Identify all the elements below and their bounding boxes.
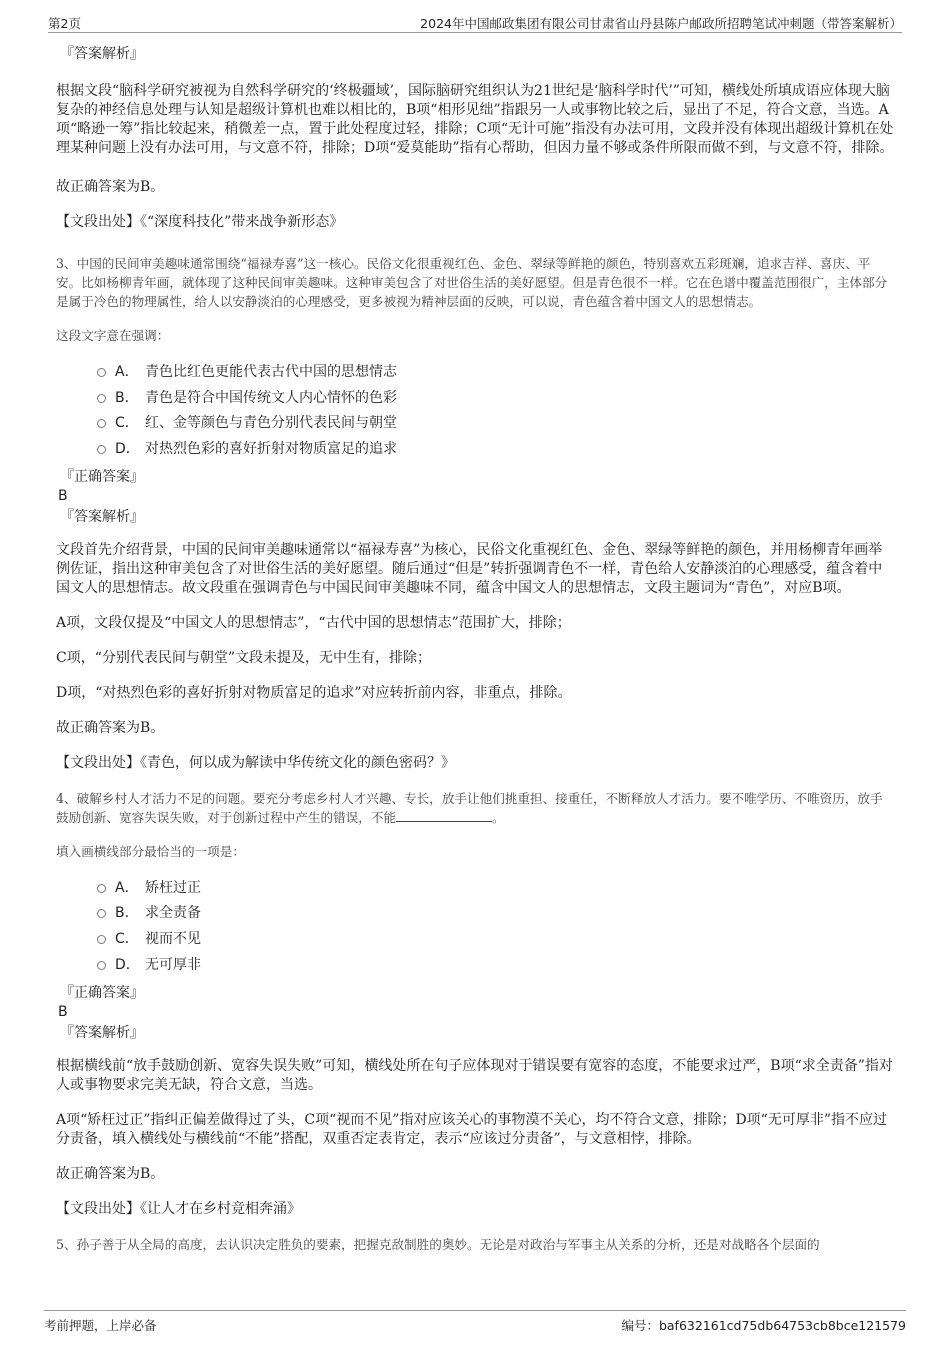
option-letter: C． bbox=[115, 415, 139, 432]
option-text: 视而不见 bbox=[145, 931, 201, 948]
radio-icon[interactable] bbox=[97, 419, 106, 428]
option-letter: B． bbox=[115, 389, 139, 406]
q4-notes: A项“矫枉过正”指纠正偏差做得过了头，C项“视而不见”指对应该关心的事物漠不关心，均不符合文意，排除；D项“无可厚非”指不应过分责备，填入横线处与横线前“不能”搭配，双重否定表肯定，表示“应该过分责备”，与文意相悖，排除。 bbox=[56, 1111, 887, 1147]
option-text: 红、金等颜色与青色分别代表民间与朝堂 bbox=[145, 415, 397, 432]
q3-option-a[interactable] bbox=[56, 360, 894, 386]
q3-question-text: 3、中国的民间审美趣味通常围绕“福禄寿喜”这一核心。民俗文化很重视红色、金色、翠绿等鲜艳的颜色，特别喜欢五彩斑斓，追求吉祥、喜庆、平安。比如杨柳青年画，就体现了这种民间审美趣味。这种审美包含了对世俗生活的美好愿望。但是青色很不一样。它在色谱中覆盖范围很广，主体部分是属于冷色的物理属性，给人以安静淡泊的心理感受，更多被视为精神层面的反映，可以说，青色蕴含着中国文人的思想情志。 bbox=[56, 256, 888, 309]
option-letter: D． bbox=[115, 956, 140, 973]
option-letter: B． bbox=[115, 905, 139, 922]
q3-option-b[interactable] bbox=[56, 386, 894, 412]
q3-prompt: 这段文字意在强调： bbox=[56, 328, 170, 343]
q4-option-b[interactable] bbox=[56, 901, 894, 927]
radio-icon[interactable] bbox=[97, 394, 106, 403]
option-letter: A． bbox=[115, 879, 139, 896]
q3-note-c: C项，“分别代表民间与朝堂”文段未提及，无中生有，排除； bbox=[56, 649, 432, 666]
q2-analysis: 根据文段“脑科学研究被视为自然科学研究的‘终极疆域’，国际脑研究组织认为21世纪是‘脑科学时代’”可知，横线处所填成语应体现大脑复杂的神经信息处理与认知是超级计算机也难以相比的，B项“相形见绌”指跟另一人或事物比较之后，显出了不足，符合文意，当选。A项“略逊一筹”指比较起来，稍微差一点，置于此处程度过轻，排除；C项“无计可施”指没有办法可用，文段并没有体现出超级计算机在处理某种问题上没有办法可用，与文意不符，排除；D项“爱莫能助”指有心帮助，但因力量不够或条件所限而做不到，与文意不符，排除。 bbox=[56, 83, 894, 156]
option-text: 青色比红色更能代表古代中国的思想情志 bbox=[145, 364, 397, 380]
q3-conclusion: 故正确答案为B。 bbox=[56, 719, 165, 736]
q3-analysis-label: 『答案解析』 bbox=[60, 508, 144, 525]
option-letter: A． bbox=[115, 364, 139, 380]
q4-option-c[interactable] bbox=[56, 927, 894, 953]
q4-source: 【文段出处】《让人才在乡村竞相奔涌》 bbox=[56, 1200, 301, 1217]
radio-icon[interactable] bbox=[97, 445, 106, 454]
q3-options bbox=[56, 360, 894, 463]
q4-analysis: 根据横线前“放手鼓励创新、宽容失误失败”可知，横线处所在句子应体现对于错误要有宽容的态度，不能要求过严，B项“求全责备”指对人或事物要求完美无缺，符合文意，当选。 bbox=[56, 1057, 893, 1093]
page-number: 第2页 bbox=[48, 16, 81, 31]
option-letter: D． bbox=[115, 441, 140, 458]
q4-conclusion: 故正确答案为B。 bbox=[56, 1165, 165, 1182]
radio-icon[interactable] bbox=[97, 884, 106, 893]
q3-option-d[interactable] bbox=[56, 437, 894, 463]
q3-source: 【文段出处】《青色，何以成为解读中华传统文化的颜色密码？》 bbox=[56, 754, 455, 771]
page-footer bbox=[44, 1310, 906, 1331]
q5-question-text: 5、孙子善于从全局的高度，去认识决定胜负的要素，把握克敌制胜的奥妙。无论是对政治与军事主从关系的分析，还是对战略各个层面的 bbox=[56, 1236, 820, 1252]
q3-note-a: A项，文段仅提及“中国文人的思想情志”，“古代中国的思想情志”范围扩大，排除； bbox=[56, 614, 571, 631]
q3-note-d: D项，“对热烈色彩的喜好折射对物质富足的追求”对应转折前内容，非重点，排除。 bbox=[56, 684, 572, 701]
option-letter: C． bbox=[115, 931, 139, 948]
radio-icon[interactable] bbox=[97, 909, 106, 918]
option-text: 矫枉过正 bbox=[145, 879, 201, 896]
fill-in-blank bbox=[396, 809, 492, 822]
radio-icon[interactable] bbox=[97, 935, 106, 944]
page-header bbox=[48, 12, 902, 33]
q4-options bbox=[56, 876, 894, 979]
q4-text-before: 4、破解乡村人才活力不足的问题。要充分考虑乡村人才兴趣、专长，放手让他们挑重担、接重任，不断释放人才活力。要不唯学历、不唯资历，放手鼓励创新、宽容失误失败，对于创新过程中产生的错误，不能 bbox=[56, 790, 883, 825]
document-title: 2024年中国邮政集团有限公司甘肃省山丹县陈户邮政所招聘笔试冲刺题（带答案解析） bbox=[420, 16, 902, 31]
q4-option-a[interactable] bbox=[56, 876, 894, 902]
q4-option-d[interactable] bbox=[56, 953, 894, 979]
q3-answer: B bbox=[58, 487, 68, 504]
page-content bbox=[56, 44, 894, 1254]
q2-conclusion: 故正确答案为B。 bbox=[56, 179, 165, 195]
q4-answer-label: 『正确答案』 bbox=[60, 984, 144, 1001]
footer-slogan: 考前押题，上岸必备 bbox=[44, 1318, 157, 1333]
q3-option-c[interactable] bbox=[56, 411, 894, 437]
radio-icon[interactable] bbox=[97, 368, 106, 377]
q4-answer: B bbox=[58, 1003, 68, 1020]
q2-analysis-label: 『答案解析』 bbox=[60, 46, 144, 62]
radio-icon[interactable] bbox=[97, 961, 106, 970]
q4-prompt: 填入画横线部分最恰当的一项是： bbox=[56, 843, 245, 859]
option-text: 求全责备 bbox=[145, 905, 201, 922]
q2-source: 【文段出处】《“深度科技化”带来战争新形态》 bbox=[56, 214, 344, 230]
option-text: 对热烈色彩的喜好折射对物质富足的追求 bbox=[145, 441, 397, 458]
q3-analysis: 文段首先介绍背景，中国的民间审美趣味通常以“福禄寿喜”为核心，民俗文化重视红色、金色、翠绿等鲜艳的颜色，并用杨柳青年画举例佐证，指出这种审美包含了对世俗生活的美好愿望。随后通过“但是”转折强调青色不一样，青色给人安静淡泊的心理感受，蕴含着中国文人的思想情志。故文段重在强调青色与中国民间审美趣味不同，蕴含中国文人的思想情志，文段主题词为“青色”，对应B项。 bbox=[56, 541, 883, 596]
q3-answer-label: 『正确答案』 bbox=[60, 468, 144, 485]
q4-question-text bbox=[56, 789, 894, 827]
option-text: 青色是符合中国传统文人内心情怀的色彩 bbox=[145, 389, 397, 406]
q4-text-after: 。 bbox=[492, 809, 505, 825]
q4-analysis-label: 『答案解析』 bbox=[60, 1024, 144, 1041]
option-text: 无可厚非 bbox=[145, 956, 201, 973]
document-id: 编号：baf632161cd75db64753cb8bce121579 bbox=[621, 1318, 906, 1333]
